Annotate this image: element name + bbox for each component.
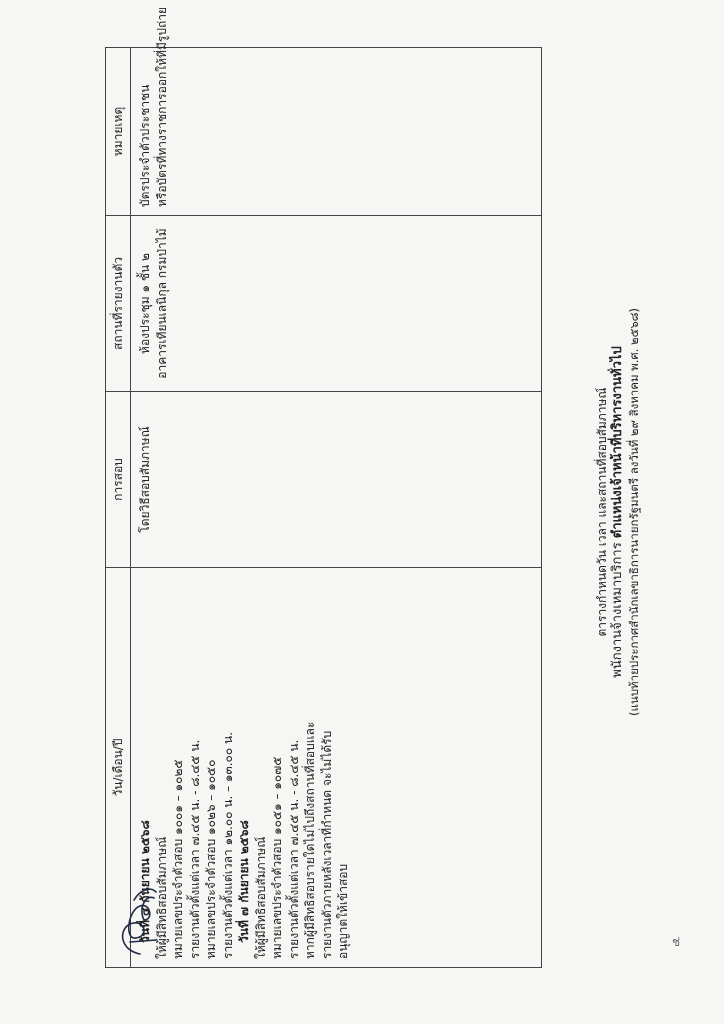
remark-line: หรือบัตรที่ทางราชการออกให้ที่มีรูปถ่าย: [154, 7, 169, 207]
day1-line: รายงานตัวตั้งแต่เวลา ๗.๔๕ น. - ๘.๔๕ น.: [187, 739, 202, 959]
handwritten-signature: [110, 880, 166, 960]
venue-line: อาคารเทียนเลนิกุล กรมป่าไม้: [154, 228, 169, 379]
day2-line: รายงานตัวตั้งแต่เวลา ๗.๔๕ น. - ๘.๔๕ น.: [286, 739, 301, 959]
heading-position-title: ตำแหน่งเจ้าหน้าที่บริหารงานทั่วไป: [610, 346, 625, 539]
method-cell: [131, 392, 542, 568]
day2-line: หากผู้มีสิทธิสอบรายใดไม่ไปถึงสถานที่สอบและ: [303, 721, 317, 959]
remark-line: บัตรประจำตัวประชาชน: [138, 84, 152, 207]
day2-line: ให้ผู้มีสิทธิสอบสัมภาษณ์: [253, 836, 268, 959]
remark-cell: [131, 7, 542, 216]
day2-line: รายงานตัวภายหลังเวลาที่กำหนด จะไม่ได้รับ: [319, 730, 334, 959]
header-method: การสอบ: [106, 392, 131, 568]
table-header-row: [106, 48, 131, 968]
day1-line: รายงานตัวตั้งแต่เวลา ๑๒.๐๐ น. – ๑๓.๐๐ น.: [220, 731, 235, 959]
corner-note: ช่: [672, 935, 681, 949]
day1-date: วันที่ ๔ กันยายน ๒๕๖๘: [138, 820, 152, 943]
day1-line: ให้ผู้มีสิทธิสอบสัมภาษณ์: [154, 836, 169, 959]
schedule-table: [105, 7, 542, 968]
header-date: วัน/เดือน/ปี: [106, 568, 131, 968]
header-remark: หมายเหตุ: [106, 48, 131, 216]
heading-line-2-prefix: พนักงานจ้างเหมาบริการ: [610, 538, 625, 678]
day2-line: หมายเลขประจำตัวสอบ ๑๐๕๑ – ๑๐๗๕: [270, 756, 284, 959]
day1-line: หมายเลขประจำตัวสอบ ๑๐๒๖ – ๑๐๕๐: [204, 759, 218, 959]
day2-line: อนุญาตให้เข้าสอบ: [336, 863, 350, 959]
day1-line: หมายเลขประจำตัวสอบ ๑๐๐๑ – ๑๐๒๕: [171, 759, 185, 959]
heading-line-2: [611, 0, 625, 1024]
table-row: [131, 48, 542, 968]
heading-line-1: ตารางกำหนดวัน เวลา และสถานที่สอบสัมภาษณ์: [595, 387, 609, 637]
date-cell: [131, 568, 542, 968]
venue-line: ห้องประชุม ๑ ชั้น ๒: [138, 253, 152, 354]
heading-line-3: (แนบท้ายประกาศสำนักเลขาธิการนายกรัฐมนตรี ลงวันที่ ๒๙ สิงหาคม พ.ศ. ๒๕๖๘): [627, 308, 641, 716]
header-venue: สถานที่รายงานตัว: [106, 216, 131, 392]
day2-date: วันที่ ๗ กันยายน ๒๕๖๘: [237, 820, 251, 943]
method-text: โดยวิธีสอบสัมภาษณ์: [138, 426, 152, 533]
venue-cell: [131, 216, 542, 392]
